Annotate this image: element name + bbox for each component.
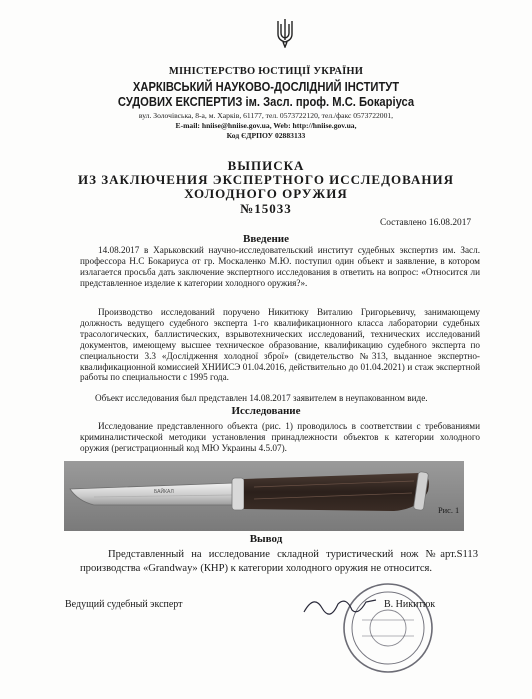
research-heading: Исследование (231, 405, 301, 417)
ministry-title: МІНІСТЕРСТВО ЮСТИЦІЇ УКРАЇНИ (168, 66, 364, 77)
institute-line1: ХАРКІВСЬКИЙ НАУКОВО-ДОСЛІДНИЙ ІНСТИТУТ (132, 79, 400, 94)
document-number: №15033 (240, 201, 292, 216)
trident-emblem-icon (276, 18, 294, 48)
intro-heading: Введение (242, 233, 290, 245)
figure-caption: Рис. 1 (438, 506, 460, 515)
blade-inscription: БАЙКАЛ (154, 489, 174, 495)
document-title-line2: ИЗ ЗАКЛЮЧЕНИЯ ЭКСПЕРТНОГО ИССЛЕДОВАНИЯ (77, 172, 455, 187)
handwritten-signature (300, 590, 380, 620)
institute-code: Код ЄДРПОУ 02883133 (226, 131, 306, 140)
expert-role: Ведущий судебный эксперт (65, 599, 183, 610)
document-title-line1: ВЫПИСКА (227, 158, 305, 173)
intro-paragraph-3: Объект исследования был представлен 14.08.2017 заявителем в неупакованном виде. (95, 393, 428, 403)
expert-name: В. Никитюк (384, 599, 436, 610)
intro-paragraph-2: Производство исследований поручено Никитюку Виталию Григорьевичу, занимающему должность ведущего судебного эксперта 1-го квалификационного класса лаборатории судебных трасологических, баллистических, взрывотехнических исследований, технических исследований документов, имеющему высшее техническое образование, квалификацию судебного эксперта по специальности 3.3 «Дослідження холодної зброї» (свидетельство №313, выданное экспертно-квалификационной комиссией ХНИИСЭ 01.04.2016, действительно до 01.04.2021) и стаж экспертной работы по специальности с 1995 года. (80, 307, 480, 383)
knife-photo (64, 461, 464, 531)
document-title-line3: ХОЛОДНОГО ОРУЖИЯ (184, 186, 348, 201)
institute-line2: СУДОВИХ ЕКСПЕРТИЗ ім. Засл. проф. М.С. Бокаріуса (117, 94, 415, 109)
conclusion-heading: Вывод (249, 533, 283, 545)
institute-contacts: E-mail: hniise@hniise.gov.ua, Web: http://hniise.gov.ua, (175, 121, 357, 130)
intro-paragraph-1: 14.08.2017 в Харьковский научно-исследовательский институт судебных экспертиз им. Засл. профессора Н.С Бокариуса от гр. Москаленко М.Ю. поступил один объект и заявление, в котором излагается просьба дать заключение экспертного исследования в ответить на вопрос: «Относится ли представленное изделие к категории холодного оружия?». (80, 245, 480, 288)
conclusion-text: Представленный на исследование складной туристический нож №арт.S113 производства «Grandway» (КНР) к категории холодного оружия не относится. (80, 549, 478, 574)
institute-address: вул. Золочівська, 8-а, м. Харків, 61177, тел. 0573722120, тел./факс 0573722001, (138, 111, 394, 120)
research-paragraph: Исследование представленного объекта (рис. 1) проводилось в соответствии с требованиями криминалистической методики установления принадлежности объектов к категории холодного оружия (регистрационный код МЮ Украины 4.5.07). (80, 421, 480, 453)
composed-date: Составлено 16.08.2017 (380, 218, 472, 228)
